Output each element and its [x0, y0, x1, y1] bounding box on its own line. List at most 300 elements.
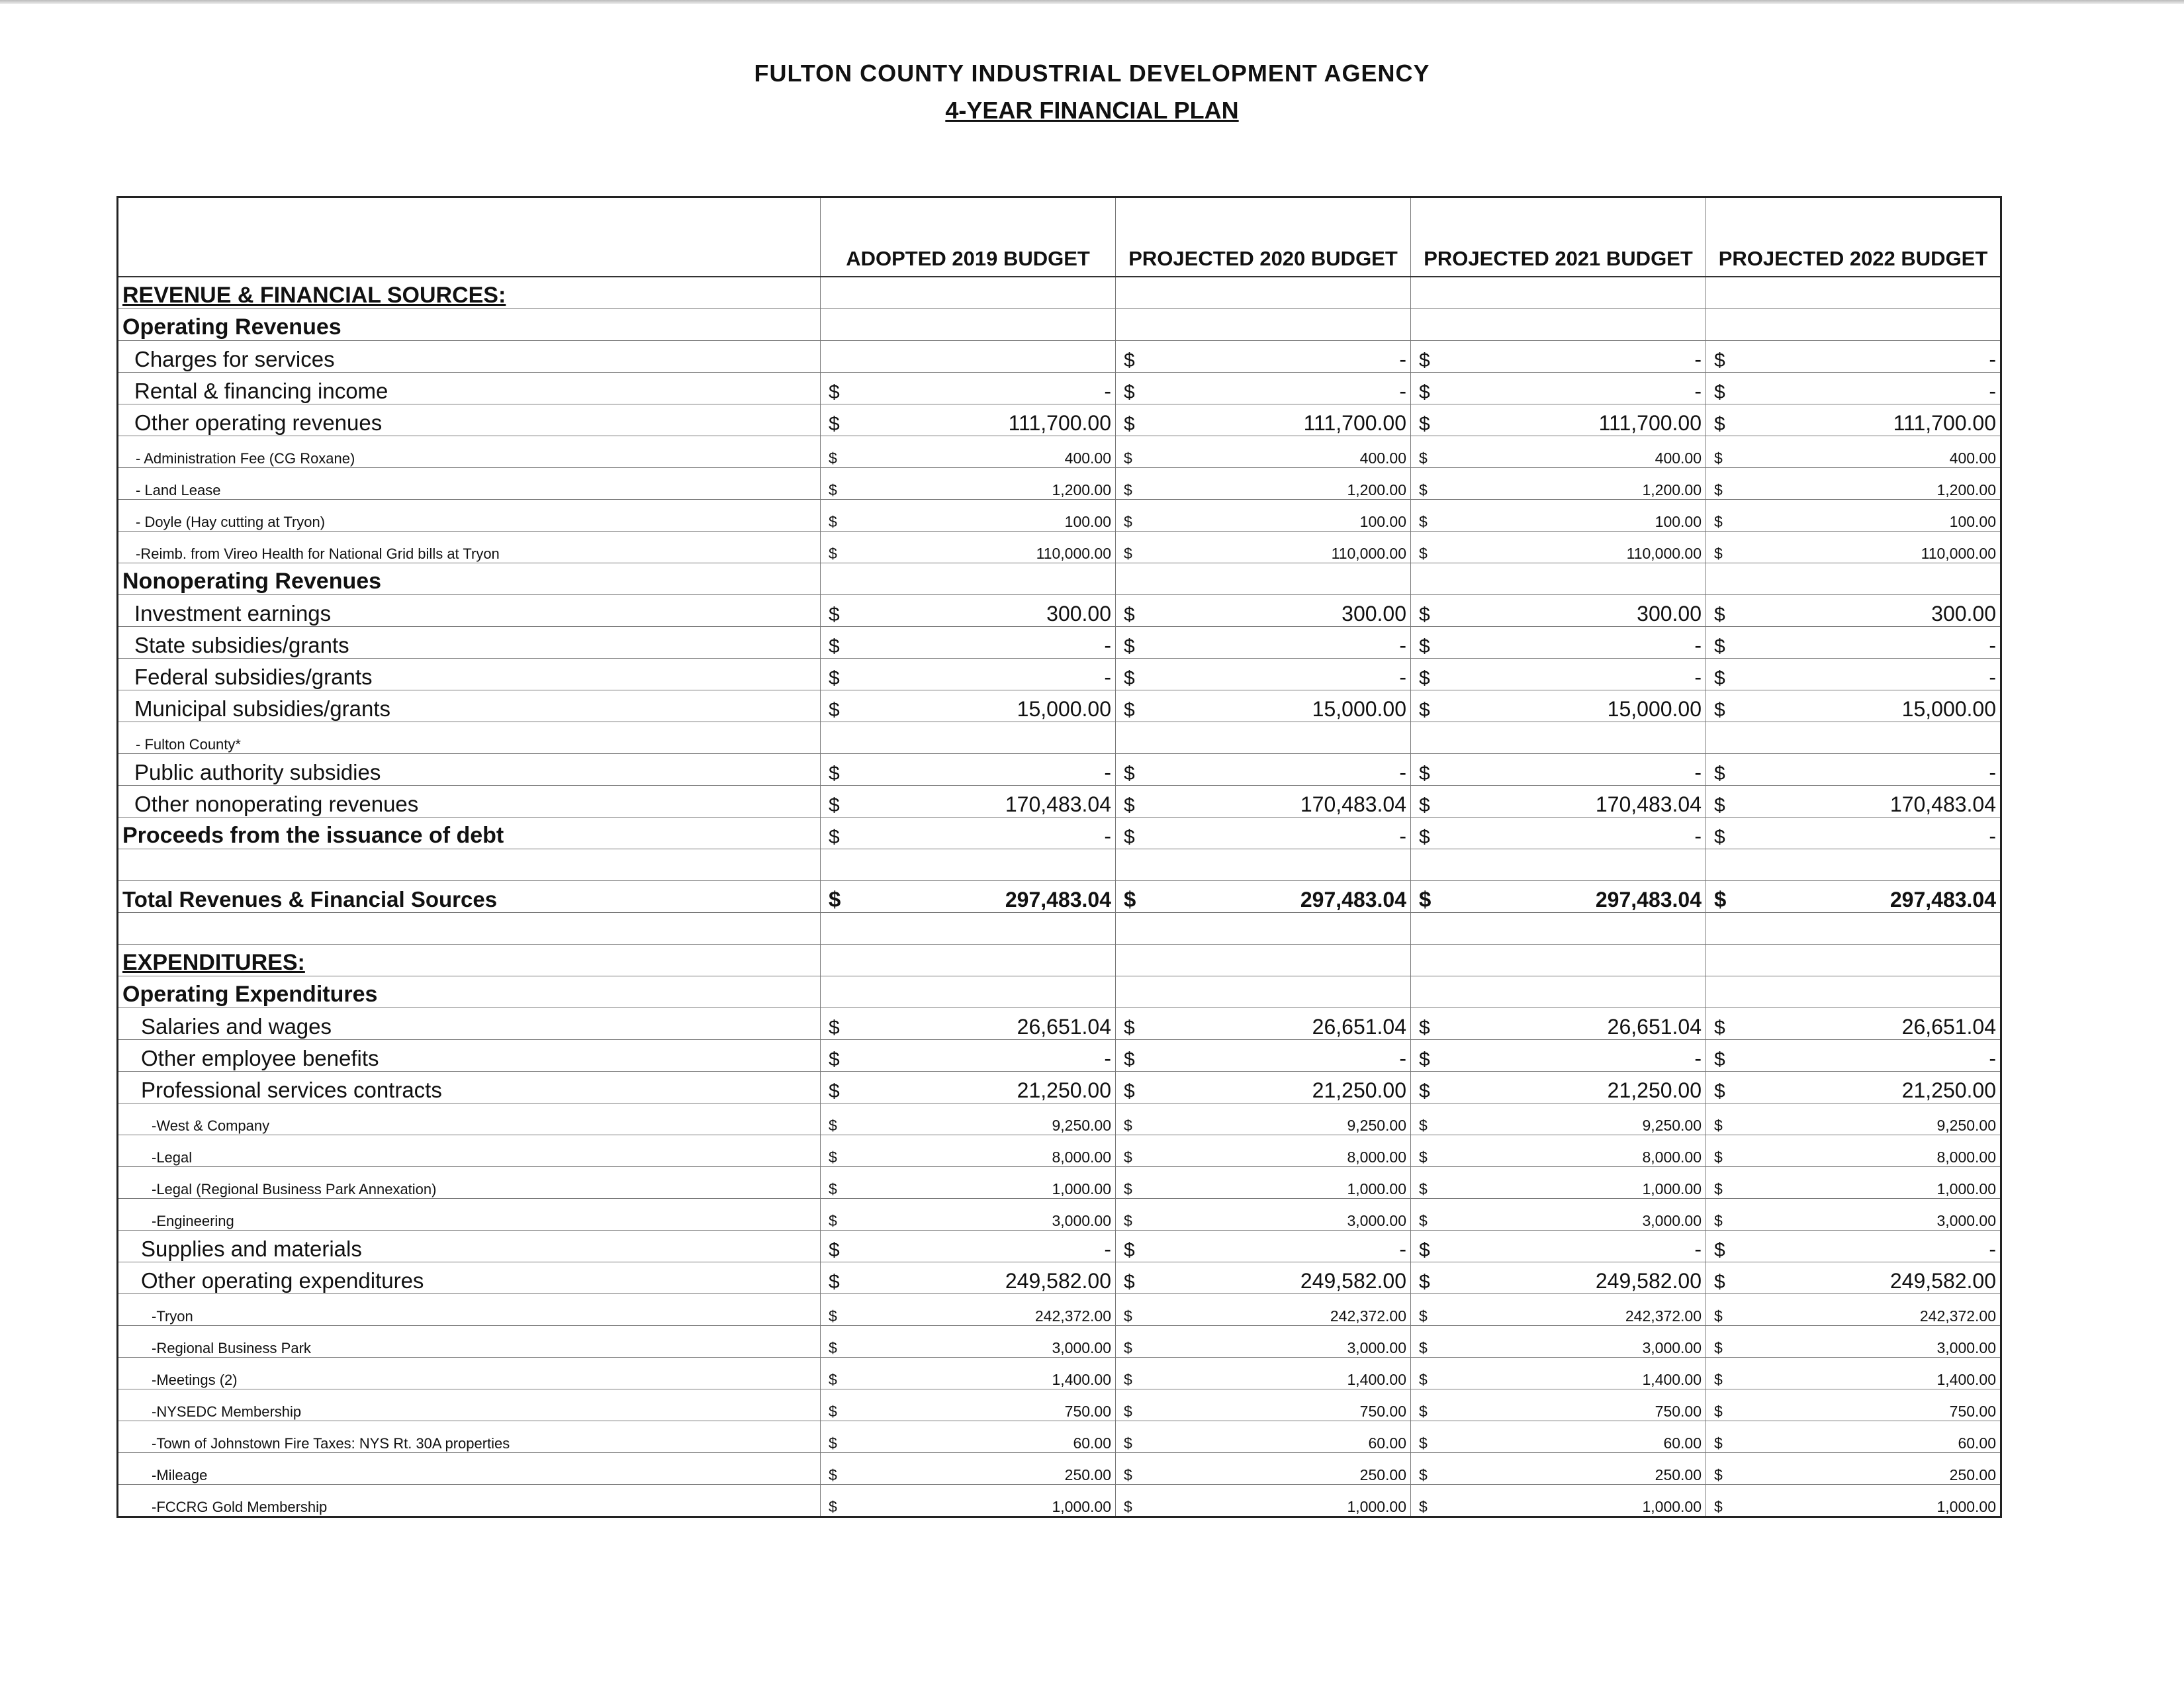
currency-symbol: $ [1411, 1167, 1441, 1199]
document-header [0, 60, 2184, 124]
column-header-2020: PROJECTED 2020 BUDGET [1116, 197, 1411, 277]
currency-symbol: $ [1116, 532, 1146, 563]
row-label: Federal subsidies/grants [118, 659, 821, 690]
amount-cell: 249,582.00 [851, 1262, 1116, 1294]
amount-cell: - [1737, 627, 2001, 659]
amount-cell [851, 341, 1116, 373]
table-row [118, 1167, 2001, 1199]
table-row [118, 1389, 2001, 1421]
spacer-row [118, 849, 2001, 881]
amount-cell: - [851, 1040, 1116, 1072]
amount-cell: 8,000.00 [851, 1135, 1116, 1167]
amount-cell: 100.00 [1441, 500, 1706, 532]
amount-cell [1441, 722, 1706, 754]
amount-cell: 249,582.00 [1441, 1262, 1706, 1294]
table-row [118, 1326, 2001, 1358]
amount-cell: 3,000.00 [1146, 1199, 1411, 1231]
amount-cell: 100.00 [851, 500, 1116, 532]
row-label: State subsidies/grants [118, 627, 821, 659]
amount-cell: 400.00 [1441, 436, 1706, 468]
currency-symbol [1411, 976, 1441, 1008]
currency-symbol [821, 341, 851, 373]
amount-cell: 100.00 [1737, 500, 2001, 532]
currency-symbol: $ [821, 500, 851, 532]
currency-symbol: $ [1116, 690, 1146, 722]
table-row [118, 690, 2001, 722]
amount-cell: 170,483.04 [1737, 786, 2001, 818]
currency-symbol [1116, 722, 1146, 754]
currency-symbol: $ [1116, 818, 1146, 849]
amount-cell: 26,651.04 [1441, 1008, 1706, 1040]
amount-cell: 1,400.00 [1441, 1358, 1706, 1389]
amount-cell: 9,250.00 [1146, 1103, 1411, 1135]
amount-cell: 400.00 [851, 436, 1116, 468]
amount-cell: 242,372.00 [1737, 1294, 2001, 1326]
currency-symbol: $ [821, 1040, 851, 1072]
row-label: Other operating revenues [118, 404, 821, 436]
currency-symbol [1116, 277, 1146, 309]
currency-symbol: $ [1706, 436, 1737, 468]
amount-cell: 3,000.00 [1737, 1326, 2001, 1358]
currency-symbol: $ [821, 754, 851, 786]
currency-symbol: $ [1706, 595, 1737, 627]
currency-symbol [1706, 277, 1737, 309]
row-label: -Reimb. from Vireo Health for National Grid bills at Tryon [118, 532, 821, 563]
currency-symbol: $ [821, 1008, 851, 1040]
row-label: Investment earnings [118, 595, 821, 627]
row-label: - Fulton County* [118, 722, 821, 754]
currency-symbol: $ [1411, 468, 1441, 500]
currency-symbol: $ [1116, 404, 1146, 436]
table-row [118, 404, 2001, 436]
currency-symbol: $ [1706, 1421, 1737, 1453]
currency-symbol: $ [1411, 1485, 1441, 1517]
amount-cell: 21,250.00 [1737, 1072, 2001, 1103]
table-row [118, 1040, 2001, 1072]
currency-symbol: $ [1411, 1421, 1441, 1453]
row-label: Municipal subsidies/grants [118, 690, 821, 722]
row-label: -Town of Johnstown Fire Taxes: NYS Rt. 30A properties [118, 1421, 821, 1453]
amount-cell: - [1737, 1040, 2001, 1072]
amount-cell: 249,582.00 [1737, 1262, 2001, 1294]
amount-cell [1146, 722, 1411, 754]
currency-symbol: $ [821, 436, 851, 468]
amount-cell: - [851, 659, 1116, 690]
currency-symbol [821, 849, 851, 881]
currency-symbol: $ [1116, 1453, 1146, 1485]
currency-symbol: $ [1116, 1135, 1146, 1167]
currency-symbol: $ [1411, 436, 1441, 468]
row-label: Operating Expenditures [118, 976, 821, 1008]
row-label [118, 849, 821, 881]
amount-cell: 111,700.00 [1146, 404, 1411, 436]
amount-cell: 15,000.00 [1441, 690, 1706, 722]
amount-cell: - [1146, 341, 1411, 373]
amount-cell [851, 945, 1116, 976]
table-row [118, 1135, 2001, 1167]
amount-cell: 8,000.00 [1146, 1135, 1411, 1167]
currency-symbol: $ [821, 1199, 851, 1231]
amount-cell: 1,000.00 [1737, 1485, 2001, 1517]
amount-cell: - [1146, 1231, 1411, 1262]
amount-cell: - [1441, 754, 1706, 786]
amount-cell: 400.00 [1146, 436, 1411, 468]
amount-cell: - [851, 1231, 1116, 1262]
amount-cell: 250.00 [851, 1453, 1116, 1485]
currency-symbol: $ [1116, 1326, 1146, 1358]
amount-cell: - [851, 627, 1116, 659]
currency-symbol: $ [1411, 1358, 1441, 1389]
currency-symbol [1706, 309, 1737, 341]
amount-cell [851, 309, 1116, 341]
amount-cell [1441, 309, 1706, 341]
currency-symbol [1411, 563, 1441, 595]
amount-cell [851, 563, 1116, 595]
currency-symbol [1116, 945, 1146, 976]
currency-symbol: $ [1706, 659, 1737, 690]
row-label: -Engineering [118, 1199, 821, 1231]
amount-cell [1441, 945, 1706, 976]
amount-cell: - [1737, 818, 2001, 849]
currency-symbol: $ [1411, 1326, 1441, 1358]
amount-cell: 1,200.00 [1737, 468, 2001, 500]
currency-symbol: $ [1411, 595, 1441, 627]
table-row [118, 500, 2001, 532]
amount-cell: - [851, 373, 1116, 404]
table-row [118, 436, 2001, 468]
amount-cell: - [851, 818, 1116, 849]
currency-symbol: $ [821, 1072, 851, 1103]
amount-cell: 250.00 [1146, 1453, 1411, 1485]
amount-cell: 26,651.04 [851, 1008, 1116, 1040]
currency-symbol: $ [1411, 1453, 1441, 1485]
amount-cell: 60.00 [1737, 1421, 2001, 1453]
currency-symbol: $ [1411, 373, 1441, 404]
table-row [118, 1485, 2001, 1517]
amount-cell: 297,483.04 [1737, 881, 2001, 913]
amount-cell: 3,000.00 [1441, 1199, 1706, 1231]
currency-symbol: $ [1706, 1135, 1737, 1167]
currency-symbol: $ [1411, 881, 1441, 913]
currency-symbol: $ [1706, 818, 1737, 849]
amount-cell: - [1146, 627, 1411, 659]
amount-cell [1146, 849, 1411, 881]
amount-cell [851, 976, 1116, 1008]
table-row [118, 722, 2001, 754]
amount-cell [851, 849, 1116, 881]
currency-symbol: $ [1706, 404, 1737, 436]
amount-cell: 26,651.04 [1737, 1008, 2001, 1040]
currency-symbol [1411, 849, 1441, 881]
amount-cell [851, 913, 1116, 945]
scan-edge-line [0, 0, 2184, 4]
currency-symbol [821, 309, 851, 341]
currency-symbol: $ [1411, 690, 1441, 722]
currency-symbol: $ [1706, 1389, 1737, 1421]
currency-symbol [1706, 722, 1737, 754]
row-label: Nonoperating Revenues [118, 563, 821, 595]
amount-cell: 297,483.04 [851, 881, 1116, 913]
amount-cell: - [1146, 818, 1411, 849]
table-row [118, 1453, 2001, 1485]
currency-symbol: $ [1116, 595, 1146, 627]
currency-symbol: $ [1411, 532, 1441, 563]
amount-cell: 100.00 [1146, 500, 1411, 532]
row-label: - Land Lease [118, 468, 821, 500]
amount-cell: 15,000.00 [851, 690, 1116, 722]
row-label: Other operating expenditures [118, 1262, 821, 1294]
amount-cell: 60.00 [1441, 1421, 1706, 1453]
amount-cell: 1,000.00 [851, 1167, 1116, 1199]
currency-symbol [821, 722, 851, 754]
amount-cell: 3,000.00 [1146, 1326, 1411, 1358]
currency-symbol: $ [1116, 627, 1146, 659]
amount-cell: 300.00 [851, 595, 1116, 627]
amount-cell [1441, 976, 1706, 1008]
table-row [118, 1072, 2001, 1103]
table-row [118, 341, 2001, 373]
currency-symbol: $ [1411, 786, 1441, 818]
table-row [118, 627, 2001, 659]
amount-cell: - [1441, 1231, 1706, 1262]
amount-cell [1737, 277, 2001, 309]
row-label: Public authority subsidies [118, 754, 821, 786]
currency-symbol: $ [1116, 1485, 1146, 1517]
currency-symbol: $ [821, 786, 851, 818]
column-header-2022: PROJECTED 2022 BUDGET [1706, 197, 2001, 277]
currency-symbol: $ [1706, 341, 1737, 373]
currency-symbol: $ [1116, 468, 1146, 500]
amount-cell [1441, 849, 1706, 881]
section-row [118, 277, 2001, 309]
currency-symbol: $ [821, 1103, 851, 1135]
document-title: FULTON COUNTY INDUSTRIAL DEVELOPMENT AGENCY [754, 60, 1430, 87]
currency-symbol: $ [821, 659, 851, 690]
currency-symbol: $ [1411, 1199, 1441, 1231]
currency-symbol: $ [1116, 659, 1146, 690]
column-header-2021: PROJECTED 2021 BUDGET [1411, 197, 1706, 277]
amount-cell: 1,000.00 [1441, 1485, 1706, 1517]
financial-plan-table [116, 196, 2002, 1518]
row-label: - Doyle (Hay cutting at Tryon) [118, 500, 821, 532]
row-label: -Legal [118, 1135, 821, 1167]
currency-symbol: $ [1706, 532, 1737, 563]
amount-cell: - [1146, 659, 1411, 690]
amount-cell: - [1737, 659, 2001, 690]
amount-cell [1146, 913, 1411, 945]
table-row [118, 1231, 2001, 1262]
table-row [118, 1262, 2001, 1294]
currency-symbol: $ [821, 1262, 851, 1294]
amount-cell: 9,250.00 [1737, 1103, 2001, 1135]
currency-symbol: $ [1706, 754, 1737, 786]
currency-symbol: $ [1706, 1008, 1737, 1040]
currency-symbol: $ [1411, 1040, 1441, 1072]
currency-symbol: $ [1116, 1389, 1146, 1421]
amount-cell [1737, 945, 2001, 976]
amount-cell: - [1737, 1231, 2001, 1262]
amount-cell: 1,000.00 [851, 1485, 1116, 1517]
row-label: Total Revenues & Financial Sources [118, 881, 821, 913]
currency-symbol [1116, 913, 1146, 945]
currency-symbol: $ [1116, 1008, 1146, 1040]
currency-symbol: $ [1116, 1231, 1146, 1262]
amount-cell: - [1441, 341, 1706, 373]
row-label: Professional services contracts [118, 1072, 821, 1103]
amount-cell: 21,250.00 [851, 1072, 1116, 1103]
row-label: Other nonoperating revenues [118, 786, 821, 818]
currency-symbol: $ [821, 1135, 851, 1167]
amount-cell [1737, 563, 2001, 595]
currency-symbol [1116, 309, 1146, 341]
amount-cell: 60.00 [1146, 1421, 1411, 1453]
table-row [118, 1103, 2001, 1135]
amount-cell: - [1146, 754, 1411, 786]
amount-cell [1146, 309, 1411, 341]
row-label: -Regional Business Park [118, 1326, 821, 1358]
currency-symbol: $ [1706, 1294, 1737, 1326]
currency-symbol: $ [821, 1421, 851, 1453]
amount-cell: 8,000.00 [1441, 1135, 1706, 1167]
currency-symbol: $ [821, 404, 851, 436]
row-label [118, 913, 821, 945]
currency-symbol: $ [1116, 1421, 1146, 1453]
currency-symbol: $ [1706, 373, 1737, 404]
amount-cell: 1,400.00 [851, 1358, 1116, 1389]
currency-symbol: $ [1116, 500, 1146, 532]
amount-cell [1737, 849, 2001, 881]
amount-cell: 170,483.04 [1441, 786, 1706, 818]
amount-cell: 297,483.04 [1441, 881, 1706, 913]
amount-cell: 8,000.00 [1737, 1135, 2001, 1167]
currency-symbol [821, 913, 851, 945]
currency-symbol: $ [821, 1294, 851, 1326]
row-label: EXPENDITURES: [118, 945, 821, 976]
header-blank-cell [118, 197, 821, 277]
currency-symbol: $ [1411, 818, 1441, 849]
row-label: -Meetings (2) [118, 1358, 821, 1389]
amount-cell: 242,372.00 [1441, 1294, 1706, 1326]
amount-cell: 3,000.00 [851, 1326, 1116, 1358]
amount-cell [1737, 976, 2001, 1008]
amount-cell: 1,400.00 [1146, 1358, 1411, 1389]
amount-cell: 60.00 [851, 1421, 1116, 1453]
currency-symbol [1116, 976, 1146, 1008]
currency-symbol: $ [1411, 1389, 1441, 1421]
amount-cell: - [1737, 754, 2001, 786]
amount-cell: 110,000.00 [1146, 532, 1411, 563]
currency-symbol: $ [821, 1358, 851, 1389]
currency-symbol: $ [1411, 500, 1441, 532]
currency-symbol: $ [1706, 500, 1737, 532]
amount-cell: 21,250.00 [1146, 1072, 1411, 1103]
amount-cell [1146, 277, 1411, 309]
currency-symbol: $ [1411, 627, 1441, 659]
currency-symbol: $ [1411, 1294, 1441, 1326]
amount-cell: 750.00 [851, 1389, 1116, 1421]
table-row [118, 818, 2001, 849]
amount-cell: 111,700.00 [851, 404, 1116, 436]
group-row [118, 309, 2001, 341]
currency-symbol: $ [1116, 1040, 1146, 1072]
amount-cell: 400.00 [1737, 436, 2001, 468]
currency-symbol: $ [1706, 690, 1737, 722]
row-label: Other employee benefits [118, 1040, 821, 1072]
amount-cell: 21,250.00 [1441, 1072, 1706, 1103]
currency-symbol: $ [1116, 1103, 1146, 1135]
currency-symbol: $ [1116, 1262, 1146, 1294]
currency-symbol: $ [1706, 1072, 1737, 1103]
currency-symbol: $ [1116, 1199, 1146, 1231]
currency-symbol: $ [1411, 1231, 1441, 1262]
table-row [118, 595, 2001, 627]
amount-cell: - [1441, 818, 1706, 849]
amount-cell: 3,000.00 [851, 1199, 1116, 1231]
amount-cell: 1,000.00 [1441, 1167, 1706, 1199]
amount-cell: 242,372.00 [1146, 1294, 1411, 1326]
currency-symbol: $ [1411, 1262, 1441, 1294]
currency-symbol: $ [821, 1326, 851, 1358]
currency-symbol: $ [1411, 1072, 1441, 1103]
currency-symbol: $ [821, 1453, 851, 1485]
currency-symbol [821, 976, 851, 1008]
currency-symbol [1411, 913, 1441, 945]
currency-symbol: $ [1706, 786, 1737, 818]
currency-symbol [1706, 849, 1737, 881]
currency-symbol: $ [821, 1485, 851, 1517]
amount-cell: - [1737, 373, 2001, 404]
amount-cell: 111,700.00 [1441, 404, 1706, 436]
row-label: -Legal (Regional Business Park Annexation) [118, 1167, 821, 1199]
amount-cell: 110,000.00 [1737, 532, 2001, 563]
currency-symbol [821, 277, 851, 309]
row-label: Supplies and materials [118, 1231, 821, 1262]
column-header-row [118, 197, 2001, 277]
currency-symbol [1411, 722, 1441, 754]
currency-symbol: $ [821, 532, 851, 563]
row-label: -FCCRG Gold Membership [118, 1485, 821, 1517]
amount-cell [1737, 309, 2001, 341]
row-label: Charges for services [118, 341, 821, 373]
currency-symbol: $ [821, 1167, 851, 1199]
amount-cell: 9,250.00 [851, 1103, 1116, 1135]
row-label: -West & Company [118, 1103, 821, 1135]
amount-cell [1146, 945, 1411, 976]
amount-cell: 26,651.04 [1146, 1008, 1411, 1040]
currency-symbol: $ [1706, 468, 1737, 500]
currency-symbol: $ [1411, 1008, 1441, 1040]
table-row [118, 786, 2001, 818]
currency-symbol: $ [1706, 1040, 1737, 1072]
currency-symbol: $ [821, 373, 851, 404]
amount-cell [851, 277, 1116, 309]
currency-symbol: $ [821, 818, 851, 849]
currency-symbol [1116, 563, 1146, 595]
currency-symbol: $ [821, 881, 851, 913]
row-label: Proceeds from the issuance of debt [118, 818, 821, 849]
row-label: -Tryon [118, 1294, 821, 1326]
amount-cell [1737, 722, 2001, 754]
currency-symbol: $ [1116, 1167, 1146, 1199]
financial-plan-body [118, 197, 2001, 1517]
amount-cell: 297,483.04 [1146, 881, 1411, 913]
currency-symbol: $ [1116, 373, 1146, 404]
currency-symbol: $ [821, 690, 851, 722]
amount-cell: 110,000.00 [851, 532, 1116, 563]
currency-symbol: $ [1411, 341, 1441, 373]
amount-cell: 249,582.00 [1146, 1262, 1411, 1294]
table-row [118, 468, 2001, 500]
